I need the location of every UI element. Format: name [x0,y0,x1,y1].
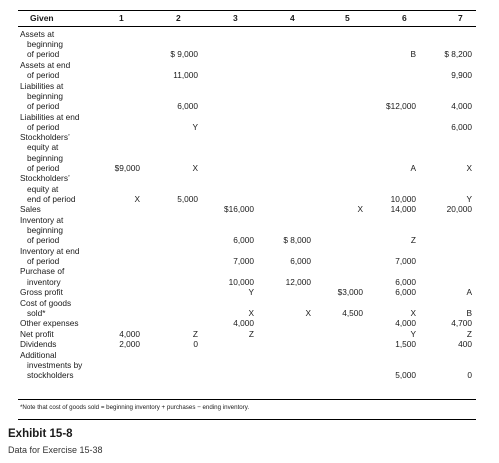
row-label [20,350,140,381]
cell-col-1: 4,000 [119,328,140,339]
row-label-line: Sales [20,204,41,215]
cell-col-7: 0 [467,370,472,381]
row-label-line: Inventory at end [20,245,80,256]
header-given: Given [30,13,54,23]
row-label-line: equity at [27,183,59,194]
cell-col-7: 4,000 [451,101,472,111]
cell-col-7: X [466,162,472,173]
table-bottom-rule [18,399,476,400]
row-label-line: beginning [27,39,63,50]
cell-col-3: $16,000 [224,204,254,215]
cell-col-7: $ 8,200 [444,49,472,60]
row-label-line: of period [27,255,60,266]
cell-col-2: 6,000 [177,101,198,111]
row-label-line: Stockholders’ [20,173,70,184]
footnote: *Note that cost of goods sold = beginning inventory + purchases − ending inventory. [20,404,250,411]
header-col-3: 3 [233,13,238,23]
cell-col-2: 11,000 [173,70,198,81]
cell-col-2: $ 9,000 [170,49,198,60]
cell-col-6: 6,000 [395,276,416,287]
row-label-line: Dividends [20,339,57,350]
cell-col-3: 10,000 [228,276,254,287]
exhibit-subtitle: Data for Exercise 15-38 [8,445,103,455]
row-label-line: of period [27,101,60,111]
cell-col-6: 5,000 [395,370,416,381]
row-label [20,173,140,204]
row-label [20,287,140,297]
row-label [20,112,140,132]
row-label-line: of period [27,70,60,81]
cell-col-4: X [305,307,311,318]
cell-col-1: 2,000 [119,339,140,350]
cell-col-6: 7,000 [395,255,416,266]
cell-col-1: X [134,193,140,204]
cell-col-7: 6,000 [451,121,472,132]
cell-col-7: A [466,287,472,297]
row-label [20,81,140,112]
row-label-line: Assets at end [20,59,71,70]
cell-col-6: 14,000 [390,204,416,215]
cell-col-3: 6,000 [233,235,254,246]
row-label-line: beginning [27,224,63,235]
cell-col-2: 5,000 [177,193,198,204]
cell-col-2: Z [192,328,198,339]
cell-col-3: 4,000 [233,318,254,329]
header-col-4: 4 [290,13,295,23]
cell-col-3: X [248,307,254,318]
row-label-line: Purchase of [20,266,65,277]
row-label-line: beginning [27,90,63,101]
cell-col-7: 4,700 [451,318,472,329]
row-label [20,318,140,328]
row-label-line: of period [27,162,60,173]
row-label [20,29,140,60]
row-label-line: Assets at [20,29,55,39]
row-label [20,204,140,214]
cell-col-6: Y [410,328,416,339]
row-label [20,215,140,246]
cell-col-4: $ 8,000 [283,235,311,246]
header-col-5: 5 [345,13,350,23]
row-label-line: of period [27,121,60,132]
header-col-1: 1 [119,13,124,23]
cell-col-6: 4,000 [395,318,416,329]
cell-col-6: $12,000 [386,101,416,111]
row-label-line: of period [27,235,60,246]
header-col-2: 2 [176,13,181,23]
cell-col-7: 400 [458,339,472,350]
row-label-line: sold* [27,307,46,318]
row-label-line: investments by [27,359,83,370]
cell-col-7: Z [466,328,472,339]
cell-col-7: B [466,307,472,318]
cell-col-7: 9,900 [451,70,472,81]
row-label-line: Net profit [20,328,54,339]
table-top-rule [18,10,476,11]
row-label-line: inventory [27,276,61,287]
cell-col-5: 4,500 [342,307,363,318]
row-label-line: of period [27,49,60,60]
table-header-rule [18,26,476,27]
row-label [20,266,140,286]
row-label-line: Stockholders’ [20,132,70,143]
row-label-line: end of period [27,193,76,204]
row-label-line: Liabilities at end [20,111,80,122]
cell-col-5: X [357,204,363,215]
row-label-line: Cost of goods [20,297,72,308]
header-col-7: 7 [458,13,463,23]
row-label [20,60,140,80]
footnote-rule [18,419,476,420]
cell-col-6: 10,000 [390,193,416,204]
cell-col-7: Y [466,193,472,204]
cell-col-6: 1,500 [395,339,416,350]
cell-col-4: 12,000 [285,276,311,287]
cell-col-3: Z [248,328,254,339]
row-label [20,246,140,266]
cell-col-2: X [192,162,198,173]
cell-col-4: 6,000 [290,255,311,266]
row-label-line: Inventory at [20,214,64,225]
row-label-line: stockholders [27,370,74,381]
row-label-line: Liabilities at [20,80,64,91]
header-col-6: 6 [402,13,407,23]
cell-col-6: 6,000 [395,287,416,297]
cell-col-1: $9,000 [114,162,140,173]
cell-col-3: 7,000 [233,255,254,266]
row-label-line: equity at [27,142,59,153]
row-label-line: beginning [27,152,63,163]
cell-col-7: 20,000 [446,204,472,215]
cell-col-6: B [410,49,416,60]
cell-col-5: $3,000 [337,287,363,297]
row-label-line: Additional [20,349,57,360]
cell-col-3: Y [248,287,254,297]
cell-col-6: A [410,162,416,173]
exhibit-title: Exhibit 15-8 [8,428,73,440]
cell-col-6: Z [410,235,416,246]
row-label-line: Gross profit [20,287,63,297]
cell-col-6: X [410,307,416,318]
row-label-line: Other expenses [20,318,79,329]
row-label [20,298,140,318]
cell-col-2: Y [192,121,198,132]
cell-col-2: 0 [193,339,198,350]
